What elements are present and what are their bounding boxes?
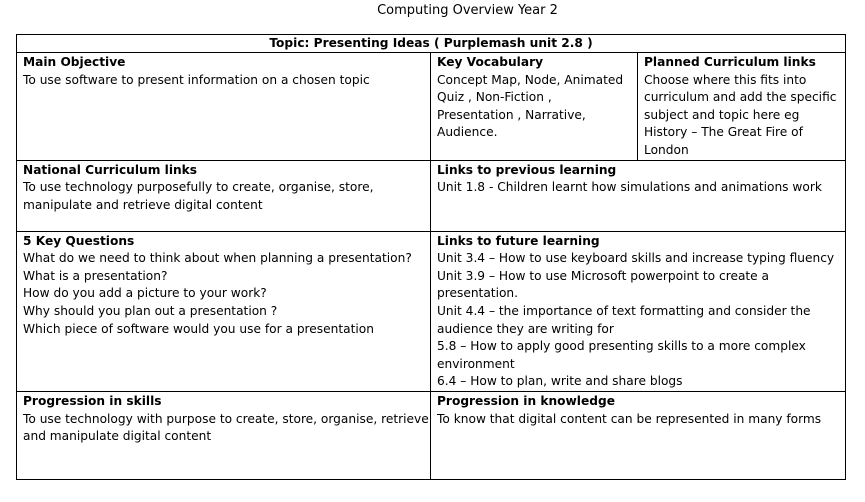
planned-curriculum-line: curriculum and add the specific (644, 90, 837, 105)
future-learning-line: environment (437, 356, 515, 371)
future-learning-line: 5.8 – How to apply good presenting skills to a more complex (437, 339, 806, 354)
national-curriculum-line: manipulate and retrieve digital content (23, 197, 263, 212)
planned-curriculum-line: London (644, 142, 689, 157)
progression-knowledge-cell (431, 391, 846, 479)
document-title: Computing Overview Year 2 (377, 3, 558, 18)
key-vocabulary-heading: Key Vocabulary (437, 55, 544, 69)
vocab-line: Presentation , Narrative, (437, 107, 586, 122)
national-curriculum-heading: National Curriculum links (23, 162, 198, 177)
vocab-line: Quiz , Non-Fiction , (437, 90, 552, 105)
national-curriculum-cell (17, 160, 431, 231)
planned-curriculum-line: subject and topic here eg (644, 107, 800, 122)
previous-learning-heading: Links to previous learning (437, 162, 617, 177)
future-learning-heading: Links to future learning (437, 233, 600, 248)
national-curriculum-line: To use technology purposefully to create, organise, store, (23, 180, 374, 195)
progression-skills-line: To use technology with purpose to create, store, organise, retrieve (23, 411, 429, 426)
topic-header: Topic: Presenting Ideas ( Purplemash unit 2.8 ) (17, 35, 846, 53)
progression-skills-line: and manipulate digital content (23, 429, 212, 444)
planned-curriculum-cell (638, 53, 846, 161)
planned-curriculum-line: Choose where this fits into (644, 72, 807, 87)
future-learning-line: Unit 3.4 – How to use keyboard skills and increase typing fluency (437, 251, 835, 266)
main-objective-cell (17, 53, 431, 161)
future-learning-line: 6.4 – How to plan, write and share blogs (437, 374, 683, 389)
main-objective-heading: Main Objective (23, 55, 126, 69)
planned-curriculum-line: History – The Great Fire of (644, 125, 803, 140)
vocab-line: Audience. (437, 125, 498, 140)
future-learning-cell (431, 231, 846, 391)
key-question: What do we need to think about when planning a presentation? (23, 251, 412, 266)
key-question: Why should you plan out a presentation ? (23, 303, 278, 318)
key-question: What is a presentation? (23, 268, 168, 283)
future-learning-line: audience they are writing for (437, 321, 614, 336)
key-question: How do you add a picture to your work? (23, 286, 267, 301)
previous-learning-cell (431, 160, 846, 231)
key-questions-cell (17, 231, 431, 391)
key-vocabulary-cell (431, 53, 638, 161)
overview-table (16, 34, 846, 480)
key-questions-heading: 5 Key Questions (23, 233, 135, 248)
previous-learning-text: Unit 1.8 - Children learnt how simulations and animations work (437, 180, 822, 195)
future-learning-line: Unit 3.9 – How to use Microsoft powerpoint to create a (437, 268, 770, 283)
key-question: Which piece of software would you use for a presentation (23, 321, 374, 336)
future-learning-line: presentation. (437, 286, 519, 301)
progression-knowledge-heading: Progression in knowledge (437, 393, 615, 408)
progression-skills-heading: Progression in skills (23, 393, 162, 408)
vocab-line: Concept Map, Node, Animated (437, 72, 624, 87)
progression-knowledge-text: To know that digital content can be represented in many forms (437, 411, 822, 426)
planned-curriculum-heading: Planned Curriculum links (644, 55, 816, 69)
main-objective-text: To use software to present information on a chosen topic (23, 72, 370, 87)
progression-skills-cell (17, 391, 431, 479)
future-learning-line: Unit 4.4 – the importance of text formatting and consider the (437, 303, 811, 318)
